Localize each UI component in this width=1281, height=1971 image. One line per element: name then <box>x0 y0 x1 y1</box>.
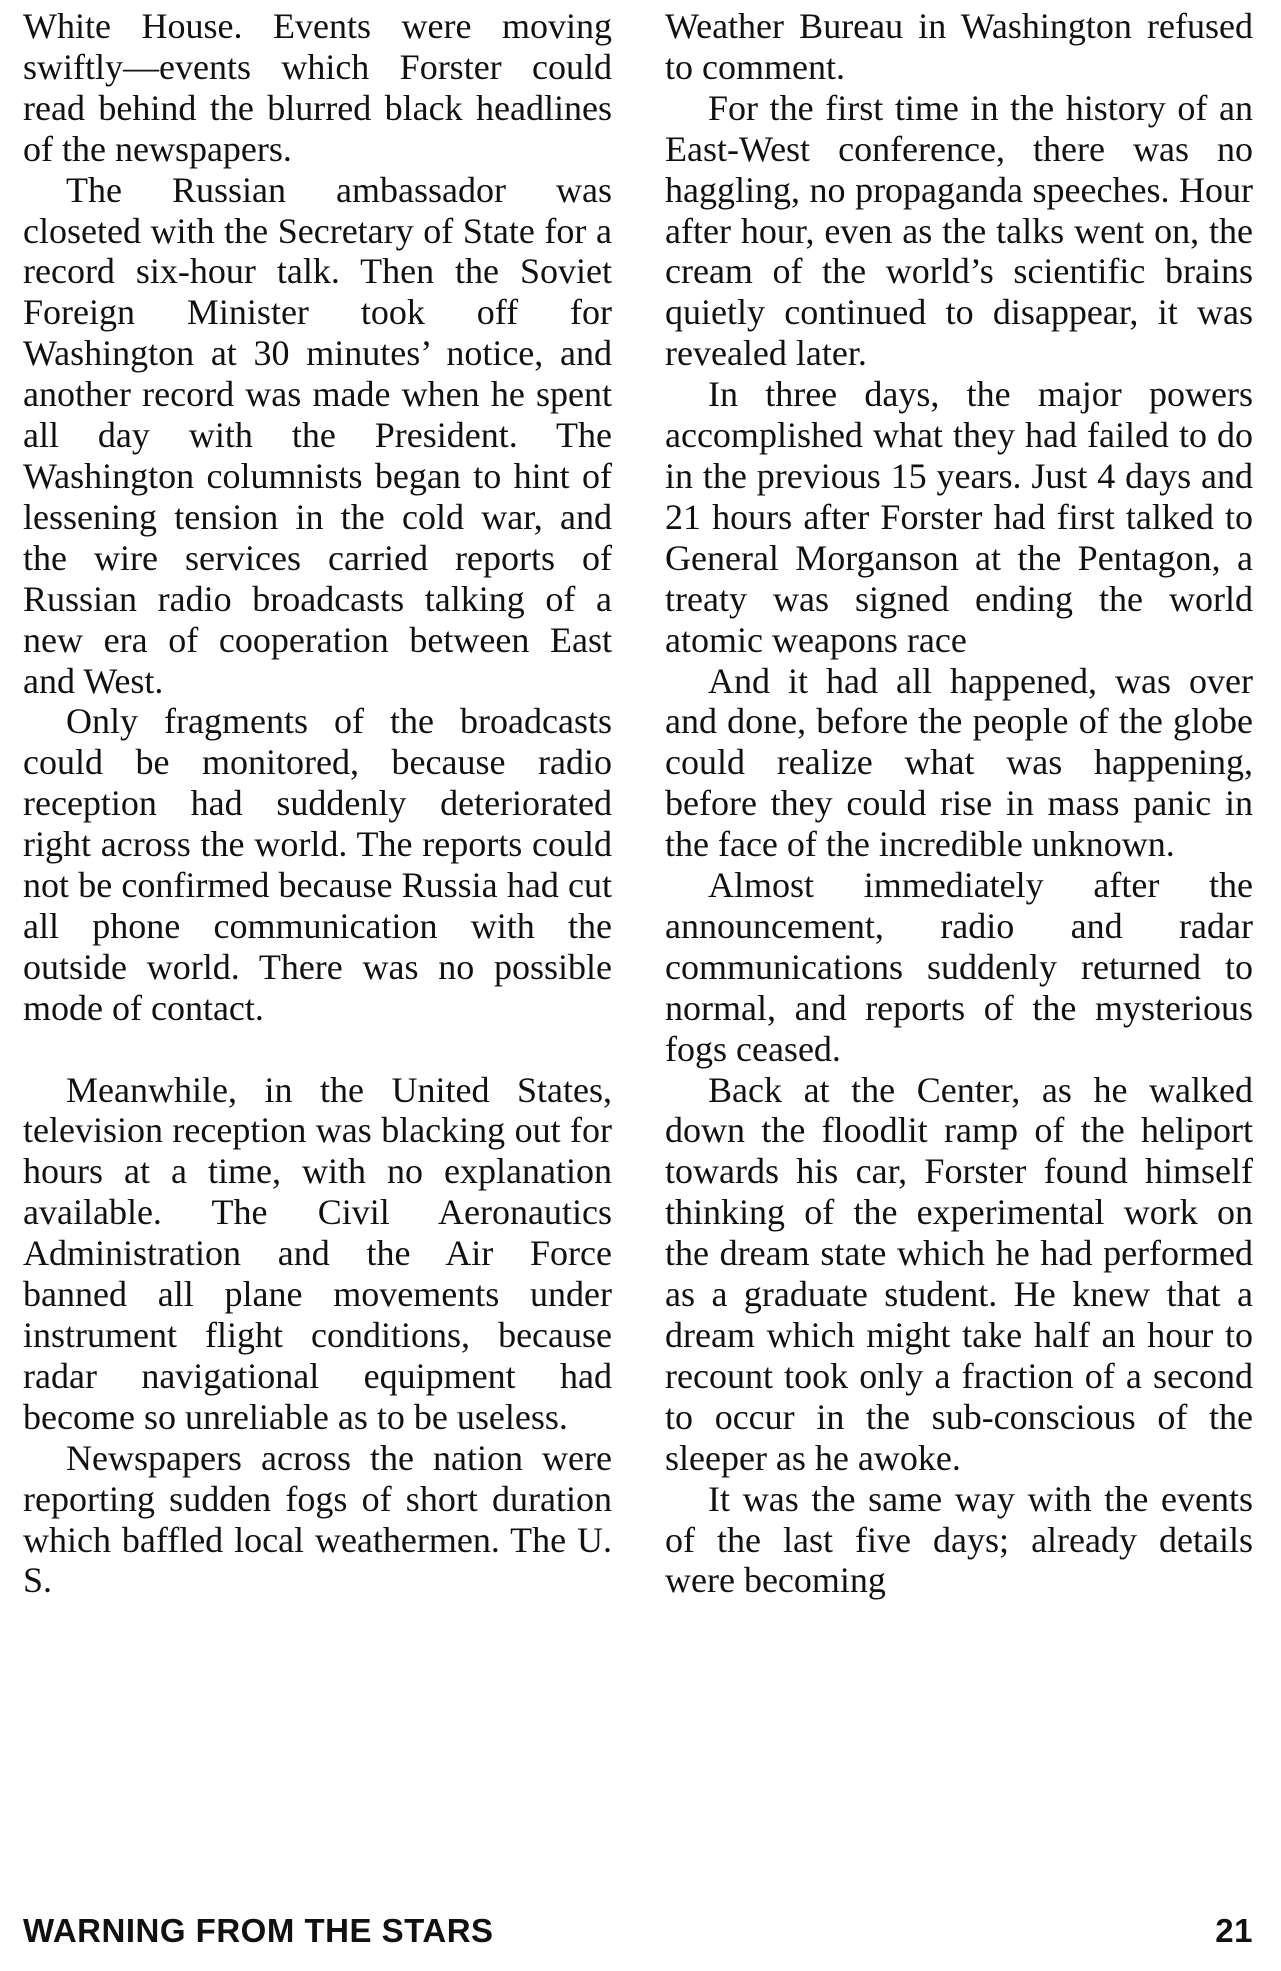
page-footer <box>23 1912 1253 1956</box>
running-title: WARNING FROM THE STARS <box>23 1912 494 1949</box>
paragraph: In three days, the major powers accomplished what they had failed to do in the previous 15 years. Just 4 days and 21 hours after Forster had first talked to General Morganson at the Pentagon, a treaty was signed ending the world atomic weapons race <box>665 374 1253 660</box>
text-column-left <box>23 6 612 1601</box>
paragraph: Almost immediately after the announcement, radio and radar communications suddenly returned to normal, and reports of the mysterious fogs ceased. <box>665 865 1253 1069</box>
paragraph: For the first time in the history of an East-West conference, there was no haggling, no propaganda speeches. Hour after hour, even as the talks went on, the cream of the world’s scientific brains quietly continued to disappear, it was revealed later. <box>665 87 1253 374</box>
paragraph: White House. Events were moving swiftly—events which Forster could read behind the blurred black headlines of the newspapers. <box>23 6 612 169</box>
paragraph: And it had all happened, was over and done, before the people of the globe could realize what was happening, before they could rise in mass panic in the face of the incredible unknown. <box>665 660 1253 865</box>
paragraph: Only fragments of the broadcasts could be monitored, because radio reception had suddenly deteriorated right across the world. The reports could not be confirmed because Russia had cut all phone communication with the outside world. There was no possible mode of contact. <box>23 701 612 1028</box>
text-column-right <box>665 6 1253 1601</box>
paragraph: It was the same way with the events of the last five days; already details were becoming <box>665 1478 1253 1601</box>
paragraph: Weather Bureau in Washington refused to comment. <box>665 6 1253 87</box>
paragraph: Meanwhile, in the United States, television reception was blacking out for hours at a time, with no explanation available. The Civil Aeronautics Administration and the Air Force banned all plane movements under instrument flight conditions, because radar navigational equipment had become so unreliable as to be useless. <box>23 1069 612 1437</box>
paragraph: The Russian ambassador was closeted with the Secretary of State for a record six-hour talk. Then the Soviet Foreign Minister took off for Washington at 30 minutes’ notice, and another record was made when he spent all day with the President. The Washington columnists began to hint of lessening tension in the cold war, and the wire services carried reports of Russian radio broadcasts talking of a new era of cooperation between East and West. <box>23 169 612 701</box>
page-number: 21 <box>1215 1912 1253 1949</box>
paragraph: Newspapers across the nation were reporting sudden fogs of short duration which baffled local weathermen. The U. S. <box>23 1437 612 1601</box>
paragraph: Back at the Center, as he walked down the floodlit ramp of the heliport towards his car, Forster found himself thinking of the experimental work on the dream state which he had performed as a graduate student. He knew that a dream which might take half an hour to recount took only a fraction of a second to occur in the sub-conscious of the sleeper as he awoke. <box>665 1069 1253 1478</box>
